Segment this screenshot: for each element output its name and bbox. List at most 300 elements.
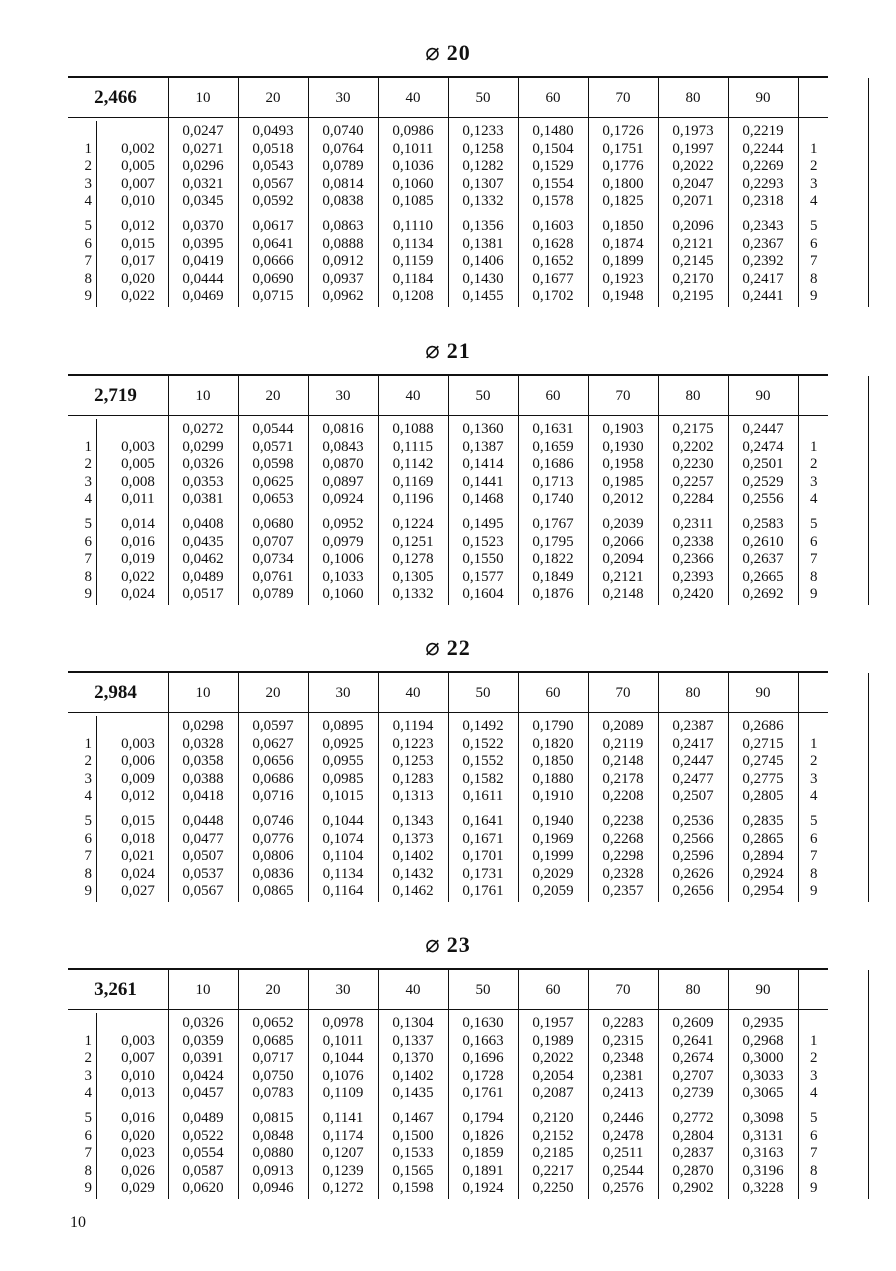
row-label-right: 5 (810, 813, 818, 829)
table-cell: 0,1776 (602, 158, 644, 175)
table-cell: 0,1337 (392, 1032, 434, 1049)
table-cell: 0,1076 (322, 1067, 364, 1084)
table-cell: 0,0247 (182, 123, 224, 139)
unit-value: 0,019 (121, 551, 155, 568)
table-cell: 0,1504 (532, 140, 574, 157)
table-title (68, 633, 828, 662)
table-cell: 0,0962 (322, 288, 364, 305)
row-label-right: 3 (810, 1067, 818, 1084)
table-cell: 0,2837 (672, 1145, 714, 1162)
table-cell: 0,1194 (392, 718, 434, 734)
unit-value: 0,005 (121, 456, 155, 473)
table-cell: 0,1899 (602, 253, 644, 270)
table-cell: 0,2022 (672, 158, 714, 175)
table-cell: 0,1903 (602, 421, 644, 437)
table-cell: 0,1104 (322, 848, 364, 865)
table-cell: 0,0448 (182, 813, 224, 829)
unit-value: 0,014 (121, 516, 155, 532)
table-cell: 0,0912 (322, 253, 364, 270)
table-cell: 0,1011 (392, 140, 434, 157)
table-cell: 0,2576 (602, 1180, 644, 1197)
table-cell: 0,2029 (532, 865, 574, 882)
row-label-left: 6 (84, 533, 92, 550)
table-cell: 0,1435 (392, 1085, 434, 1102)
table-cell: 0,2968 (742, 1032, 784, 1049)
table-cell: 0,2392 (742, 253, 784, 270)
table-cell: 0,1582 (462, 770, 504, 787)
table-cell: 0,1850 (602, 218, 644, 234)
table-cell: 0,1728 (462, 1067, 504, 1084)
table-cell: 0,1923 (602, 270, 644, 287)
row-label-right: 4 (810, 788, 818, 805)
table-cell: 0,0298 (182, 718, 224, 734)
unit-value: 0,029 (121, 1180, 155, 1197)
table-cell: 0,0863 (322, 218, 364, 234)
table-cell: 0,1044 (322, 1050, 364, 1067)
table-cell: 0,2096 (672, 218, 714, 234)
table-cell: 0,0598 (252, 456, 294, 473)
table-cell: 0,0955 (322, 753, 364, 770)
table-cell: 0,1074 (322, 830, 364, 847)
table-cell: 0,2269 (742, 158, 784, 175)
table-cell: 0,0537 (182, 865, 224, 882)
table-cell: 0,0666 (252, 253, 294, 270)
column-header: 70 (615, 90, 631, 106)
table-cell: 0,2477 (672, 770, 714, 787)
row-label-right: 7 (810, 848, 818, 865)
table-cell: 0,2284 (672, 491, 714, 508)
table-cell: 0,0370 (182, 218, 224, 234)
row-label-left: 3 (84, 1067, 92, 1084)
unit-value: 0,003 (121, 438, 155, 455)
diameter-symbol-icon: ⌀ (425, 932, 441, 958)
table-cell: 0,0424 (182, 1067, 224, 1084)
table-cell: 0,2501 (742, 456, 784, 473)
table-cell: 0,0707 (252, 533, 294, 550)
row-label-left: 4 (84, 193, 92, 210)
table-cell: 0,0326 (182, 456, 224, 473)
table-cell: 0,3000 (742, 1050, 784, 1067)
table-cell: 0,2338 (672, 533, 714, 550)
table-cell: 0,0814 (322, 175, 364, 192)
column-header: 10 (195, 685, 211, 701)
column-header: 60 (545, 90, 561, 106)
table-cell: 0,1251 (392, 533, 434, 550)
row-label-divider (96, 121, 97, 307)
table-cell: 0,0750 (252, 1067, 294, 1084)
column-header: 50 (475, 982, 491, 998)
table-cell: 0,2596 (672, 848, 714, 865)
row-label-right: 9 (810, 883, 818, 900)
column-header: 70 (615, 685, 631, 701)
table-cell: 0,0925 (322, 735, 364, 752)
unit-value: 0,008 (121, 473, 155, 490)
table-cell: 0,1142 (392, 456, 434, 473)
diameter-symbol-icon: ⌀ (425, 338, 441, 364)
unit-value: 0,022 (121, 568, 155, 585)
table-cell: 0,1696 (462, 1050, 504, 1067)
column-header: 40 (405, 90, 421, 106)
row-label-left: 1 (84, 438, 92, 455)
table-cell: 0,1283 (392, 770, 434, 787)
table-cell: 0,1985 (602, 473, 644, 490)
row-label-right: 2 (810, 1050, 818, 1067)
table-cell: 0,1282 (462, 158, 504, 175)
unit-value: 0,020 (121, 270, 155, 287)
row-label-right: 8 (810, 865, 818, 882)
table-cell: 0,2219 (742, 123, 784, 139)
table-cell: 0,2230 (672, 456, 714, 473)
table-cell: 0,1343 (392, 813, 434, 829)
table-cell: 0,1652 (532, 253, 574, 270)
page-number: 10 (70, 1214, 86, 1231)
table-cell: 0,0493 (252, 123, 294, 139)
table-cell: 0,0746 (252, 813, 294, 829)
table-cell: 0,2148 (602, 586, 644, 603)
table-cell: 0,2268 (602, 830, 644, 847)
diameter-value: 22 (446, 635, 471, 660)
table-cell: 0,1480 (532, 123, 574, 139)
unit-value: 0,007 (121, 175, 155, 192)
table-cell: 0,1948 (602, 288, 644, 305)
table-cell: 0,1169 (392, 473, 434, 490)
row-label-left: 4 (84, 788, 92, 805)
table-cell: 0,2745 (742, 753, 784, 770)
table-cell: 0,1011 (322, 1032, 364, 1049)
table-cell: 0,1533 (392, 1145, 434, 1162)
table-cell: 0,1500 (392, 1127, 434, 1144)
column-header: 60 (545, 982, 561, 998)
table-cell: 0,0680 (252, 516, 294, 532)
diameter-value: 23 (446, 932, 471, 957)
table-cell: 0,1184 (392, 270, 434, 287)
table-cell: 0,2059 (532, 883, 574, 900)
table-cell: 0,1332 (462, 193, 504, 210)
table-cell: 0,2328 (602, 865, 644, 882)
table-cell: 0,0806 (252, 848, 294, 865)
row-label-left: 8 (84, 1162, 92, 1179)
unit-value: 0,026 (121, 1162, 155, 1179)
table-cell: 0,1313 (392, 788, 434, 805)
table-cell: 0,1628 (532, 235, 574, 252)
table-cell: 0,1940 (532, 813, 574, 829)
table-cell: 0,2202 (672, 438, 714, 455)
table-cell: 0,1455 (462, 288, 504, 305)
table-cell: 0,1332 (392, 586, 434, 603)
row-label-right: 2 (810, 753, 818, 770)
row-label-right: 2 (810, 158, 818, 175)
row-label-right: 6 (810, 1127, 818, 1144)
row-label-left: 9 (84, 288, 92, 305)
row-label-left: 6 (84, 235, 92, 252)
table-cell: 0,1825 (602, 193, 644, 210)
unit-value: 0,023 (121, 1145, 155, 1162)
table-cell: 0,2420 (672, 586, 714, 603)
table-cell: 0,0522 (182, 1127, 224, 1144)
row-label-left: 8 (84, 865, 92, 882)
table-cell: 0,1677 (532, 270, 574, 287)
table-cell: 0,1552 (462, 753, 504, 770)
table-cell: 0,0359 (182, 1032, 224, 1049)
table-cell: 0,0543 (252, 158, 294, 175)
table-cell: 0,2804 (672, 1127, 714, 1144)
table-cell: 0,2393 (672, 568, 714, 585)
table-cell: 0,1370 (392, 1050, 434, 1067)
table-cell: 0,0836 (252, 865, 294, 882)
table-cell: 0,1930 (602, 438, 644, 455)
table-cell: 0,0895 (322, 718, 364, 734)
table-cell: 0,0477 (182, 830, 224, 847)
table-cell: 0,0299 (182, 438, 224, 455)
table-cell: 0,0462 (182, 551, 224, 568)
table-cell: 0,1578 (532, 193, 574, 210)
row-label-left: 2 (84, 1050, 92, 1067)
table-cell: 0,2293 (742, 175, 784, 192)
table-cell: 0,0620 (182, 1180, 224, 1197)
table-cell: 0,0567 (182, 883, 224, 900)
table-cell: 0,1876 (532, 586, 574, 603)
table-cell: 0,1761 (462, 883, 504, 900)
table-cell: 0,0358 (182, 753, 224, 770)
column-header: 30 (335, 685, 351, 701)
table-cell: 0,1671 (462, 830, 504, 847)
table-cell: 0,1822 (532, 551, 574, 568)
table-cell: 0,1598 (392, 1180, 434, 1197)
table-cell: 0,2121 (602, 568, 644, 585)
table-cell: 0,2417 (672, 735, 714, 752)
table-cell: 0,2447 (742, 421, 784, 437)
row-label-left: 8 (84, 270, 92, 287)
table-title (68, 930, 828, 959)
table-cell: 0,1253 (392, 753, 434, 770)
unit-value: 0,016 (121, 1110, 155, 1126)
table-cell: 0,1006 (322, 551, 364, 568)
table-cell: 0,1577 (462, 568, 504, 585)
table-cell: 0,0381 (182, 491, 224, 508)
row-label-left: 3 (84, 770, 92, 787)
table-cell: 0,1880 (532, 770, 574, 787)
table-cell: 0,3065 (742, 1085, 784, 1102)
table-cell: 0,2381 (602, 1067, 644, 1084)
table-cell: 0,2511 (602, 1145, 644, 1162)
column-header: 40 (405, 982, 421, 998)
table-cell: 0,2094 (602, 551, 644, 568)
table-cell: 0,2835 (742, 813, 784, 829)
table-cell: 0,2805 (742, 788, 784, 805)
table-cell: 0,1611 (462, 788, 504, 805)
row-label-right: 1 (810, 140, 818, 157)
row-label-right: 6 (810, 235, 818, 252)
table-cell: 0,0489 (182, 1110, 224, 1126)
table-cell: 0,2902 (672, 1180, 714, 1197)
column-header: 40 (405, 685, 421, 701)
table-cell: 0,2665 (742, 568, 784, 585)
column-divider (798, 970, 799, 1199)
table-cell: 0,2022 (532, 1050, 574, 1067)
table-cell: 0,1109 (322, 1085, 364, 1102)
table-cell: 0,0815 (252, 1110, 294, 1126)
table-cell: 0,1468 (462, 491, 504, 508)
row-label-left: 3 (84, 175, 92, 192)
table-cell: 0,3228 (742, 1180, 784, 1197)
table-cell: 0,0587 (182, 1162, 224, 1179)
table-cell: 0,2012 (602, 491, 644, 508)
row-label-divider (96, 419, 97, 605)
table-constant: 2,984 (94, 682, 137, 703)
table-cell: 0,0690 (252, 270, 294, 287)
table-cell: 0,2054 (532, 1067, 574, 1084)
table-constant: 3,261 (94, 979, 137, 1000)
table-cell: 0,3098 (742, 1110, 784, 1126)
unit-value: 0,011 (121, 491, 155, 508)
table-cell: 0,2152 (532, 1127, 574, 1144)
table-cell: 0,2609 (672, 1015, 714, 1031)
table-cell: 0,2656 (672, 883, 714, 900)
table-cell: 0,0592 (252, 193, 294, 210)
row-label-right: 4 (810, 491, 818, 508)
table-cell: 0,0740 (322, 123, 364, 139)
column-divider (798, 673, 799, 902)
table-cell: 0,0617 (252, 218, 294, 234)
table-cell: 0,1790 (532, 718, 574, 734)
column-header: 50 (475, 90, 491, 106)
unit-value: 0,005 (121, 158, 155, 175)
table-cell: 0,2170 (672, 270, 714, 287)
table-cell: 0,2686 (742, 718, 784, 734)
table-cell: 0,2148 (602, 753, 644, 770)
table-cell: 0,0419 (182, 253, 224, 270)
table-cell: 0,2739 (672, 1085, 714, 1102)
row-label-right: 9 (810, 1180, 818, 1197)
table-cell: 0,0544 (252, 421, 294, 437)
table-cell: 0,2772 (672, 1110, 714, 1126)
table-cell: 0,0838 (322, 193, 364, 210)
table-constant: 2,466 (94, 87, 137, 108)
row-label-left: 1 (84, 140, 92, 157)
table-cell: 0,1141 (322, 1110, 364, 1126)
diameter-table-section (68, 336, 828, 603)
row-label-right: 2 (810, 456, 818, 473)
column-divider (868, 78, 869, 307)
table-cell: 0,0272 (182, 421, 224, 437)
row-label-right: 7 (810, 253, 818, 270)
row-label-right: 3 (810, 770, 818, 787)
table-cell: 0,1850 (532, 753, 574, 770)
table-cell: 0,0271 (182, 140, 224, 157)
column-header: 80 (685, 388, 701, 404)
table-cell: 0,2894 (742, 848, 784, 865)
row-label-left: 7 (84, 551, 92, 568)
table-cell: 0,2119 (602, 735, 644, 752)
table-cell: 0,0641 (252, 235, 294, 252)
table-cell: 0,1820 (532, 735, 574, 752)
table-cell: 0,1999 (532, 848, 574, 865)
diameter-table-section (68, 930, 828, 1197)
table-cell: 0,0776 (252, 830, 294, 847)
table-cell: 0,2185 (532, 1145, 574, 1162)
column-divider (868, 673, 869, 902)
unit-value: 0,017 (121, 253, 155, 270)
column-header: 80 (685, 982, 701, 998)
table-cell: 0,2935 (742, 1015, 784, 1031)
table-cell: 0,0880 (252, 1145, 294, 1162)
column-divider (798, 376, 799, 605)
table-cell: 0,1550 (462, 551, 504, 568)
table-cell: 0,1115 (392, 438, 434, 455)
table-cell: 0,1522 (462, 735, 504, 752)
table-cell: 0,0567 (252, 175, 294, 192)
row-label-right: 9 (810, 288, 818, 305)
column-divider (868, 376, 869, 605)
row-label-left: 1 (84, 1032, 92, 1049)
table-cell: 0,0870 (322, 456, 364, 473)
table-cell: 0,1134 (392, 235, 434, 252)
table-cell: 0,1767 (532, 516, 574, 532)
unit-value: 0,015 (121, 813, 155, 829)
column-header: 10 (195, 388, 211, 404)
row-label-right: 5 (810, 1110, 818, 1126)
unit-value: 0,018 (121, 830, 155, 847)
table-cell: 0,0685 (252, 1032, 294, 1049)
table-cell: 0,0391 (182, 1050, 224, 1067)
table-cell: 0,1603 (532, 218, 574, 234)
table-cell: 0,0408 (182, 516, 224, 532)
table-cell: 0,2529 (742, 473, 784, 490)
table-cell: 0,0937 (322, 270, 364, 287)
table-cell: 0,2039 (602, 516, 644, 532)
table-cell: 0,1604 (462, 586, 504, 603)
table-cell: 0,1495 (462, 516, 504, 532)
table-cell: 0,1304 (392, 1015, 434, 1031)
column-header: 50 (475, 685, 491, 701)
table-cell: 0,0913 (252, 1162, 294, 1179)
row-label-left: 4 (84, 491, 92, 508)
table-cell: 0,1910 (532, 788, 574, 805)
table-cell: 0,1849 (532, 568, 574, 585)
unit-value: 0,015 (121, 235, 155, 252)
table-cell: 0,2583 (742, 516, 784, 532)
unit-value: 0,024 (121, 586, 155, 603)
table-cell: 0,2343 (742, 218, 784, 234)
row-label-divider (96, 716, 97, 902)
table-cell: 0,1381 (462, 235, 504, 252)
table-cell: 0,0653 (252, 491, 294, 508)
row-label-right: 6 (810, 830, 818, 847)
table-cell: 0,2715 (742, 735, 784, 752)
diameter-value: 21 (446, 338, 471, 363)
table-cell: 0,1492 (462, 718, 504, 734)
row-label-left: 6 (84, 1127, 92, 1144)
table-cell: 0,0985 (322, 770, 364, 787)
table-cell: 0,0783 (252, 1085, 294, 1102)
table-cell: 0,1223 (392, 735, 434, 752)
table-cell: 0,1278 (392, 551, 434, 568)
table-cell: 0,1726 (602, 123, 644, 139)
row-label-left: 9 (84, 883, 92, 900)
unit-value: 0,010 (121, 193, 155, 210)
diameter-table-section (68, 38, 828, 305)
diameter-symbol-icon: ⌀ (425, 40, 441, 66)
table-cell: 0,2066 (602, 533, 644, 550)
table-cell: 0,2626 (672, 865, 714, 882)
table-cell: 0,0848 (252, 1127, 294, 1144)
table-cell: 0,0597 (252, 718, 294, 734)
unit-value: 0,003 (121, 735, 155, 752)
table-cell: 0,1305 (392, 568, 434, 585)
table-cell: 0,1523 (462, 533, 504, 550)
table-cell: 0,0715 (252, 288, 294, 305)
table-cell: 0,2387 (672, 718, 714, 734)
